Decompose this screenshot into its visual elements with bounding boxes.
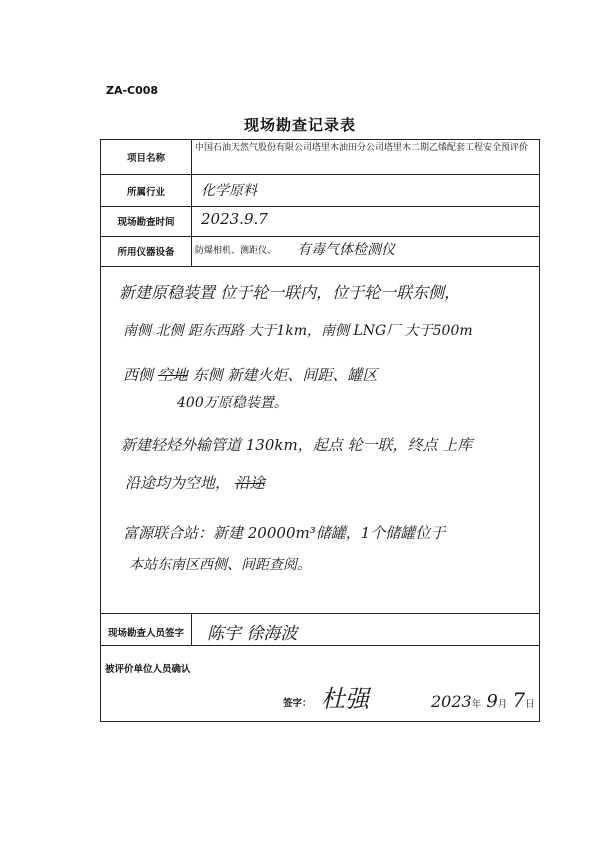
row-divider xyxy=(101,206,539,207)
equipment-printed: 防爆相机、测距仪、 xyxy=(195,246,277,256)
note-line-7: 富源联合站：新建 20000m³储罐，1个储罐位于 xyxy=(123,524,446,542)
industry-label: 所属行业 xyxy=(126,187,165,198)
note-line-5: 新建轻烃外输管道 130km，起点 轮一联，终点 上库 xyxy=(121,436,473,454)
column-divider xyxy=(191,140,192,266)
note-line-6-start: 沿途均为空地， xyxy=(125,474,231,492)
survey-form xyxy=(100,139,540,722)
project-name-value: 中国石油天然气股份有限公司塔里木油田分公司塔里木二期乙烯配套工程安全预评价 xyxy=(195,143,529,153)
surveyor-label: 现场勘查人员签字 xyxy=(107,628,184,639)
note-line-3-end: 东侧 新建火炬、间距、罐区 xyxy=(192,366,378,384)
row-divider xyxy=(101,645,539,646)
survey-time-label: 现场勘查时间 xyxy=(117,217,175,228)
note-line-2: 南侧 北侧 距东西路 大于1km，南侧 LNG厂 大于500m xyxy=(123,323,473,339)
date-month-unit: 月 xyxy=(497,699,508,710)
date-year: 2023 xyxy=(431,692,472,711)
confirm-label: 被评价单位人员确认 xyxy=(105,664,191,675)
row-divider xyxy=(101,613,539,614)
page-title: 现场勘查记录表 xyxy=(243,116,356,134)
row-divider xyxy=(101,266,539,267)
date-day-unit: 日 xyxy=(525,699,535,710)
column-divider xyxy=(191,613,192,645)
note-line-1: 新建原稳装置 位于轮一联内，位于轮一联东侧， xyxy=(119,283,461,302)
row-divider xyxy=(101,174,539,175)
note-line-3-start: 西侧 xyxy=(123,366,154,384)
confirm-date xyxy=(431,688,535,712)
equipment-value xyxy=(195,243,276,259)
note-struck-text: 沿途 xyxy=(234,474,265,492)
date-day: 7 xyxy=(512,688,526,712)
note-line-6 xyxy=(125,472,265,493)
confirm-signature: 杜强 xyxy=(321,685,369,713)
project-name-label: 项目名称 xyxy=(126,153,165,164)
survey-time-value: 2023.9.7 xyxy=(201,210,268,228)
note-line-3 xyxy=(123,364,377,385)
note-line-8: 本站东南区西侧、间距查阅。 xyxy=(129,557,311,573)
note-struck-text: 空地 xyxy=(157,366,188,384)
note-line-4: 400万原稳装置。 xyxy=(177,395,288,411)
equipment-handwritten: 有毒气体检测仪 xyxy=(297,242,395,258)
surveyor-signature: 陈宇 徐海波 xyxy=(207,624,298,644)
sign-label: 签字： xyxy=(283,698,312,709)
date-year-unit: 年 xyxy=(471,699,482,710)
form-code: ZA-C008 xyxy=(106,84,159,97)
date-month: 9 xyxy=(486,691,498,712)
industry-value: 化学原料 xyxy=(201,183,257,199)
equipment-label: 所用仪器设备 xyxy=(117,247,175,258)
row-divider xyxy=(101,236,539,237)
